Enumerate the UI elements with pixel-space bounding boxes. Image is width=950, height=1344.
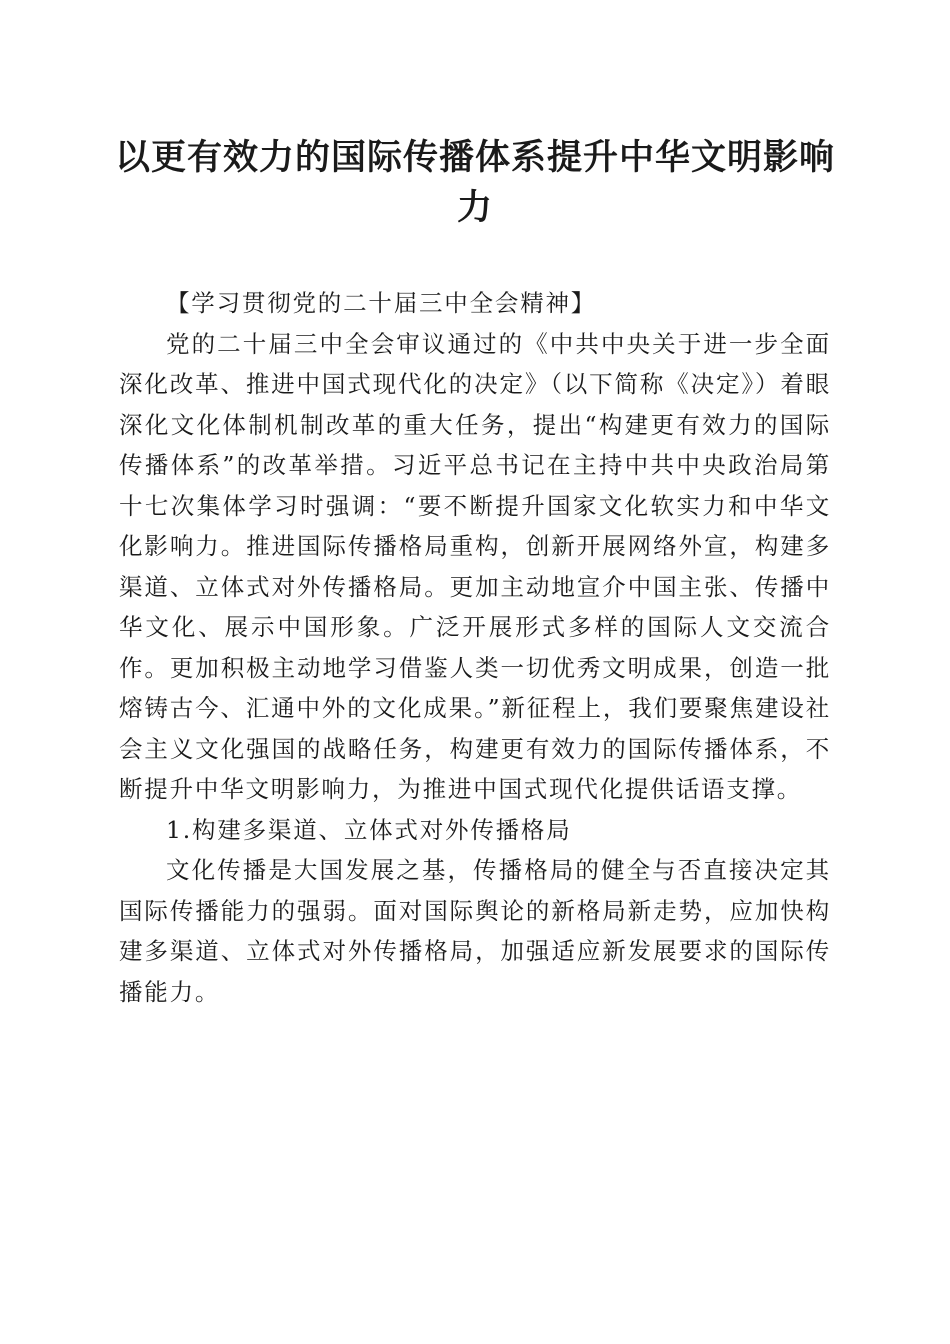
document-body bbox=[119, 283, 831, 1012]
section-heading: 1.构建多渠道、立体式对外传播格局 bbox=[166, 815, 572, 844]
body-paragraph: 文化传播是大国发展之基，传播格局的健全与否直接决定其国际传播能力的强弱。面对国际舆论的新格局新走势，应加快构建多渠道、立体式对外传播格局，加强适应新发展要求的国际传播能力。 bbox=[119, 856, 831, 1006]
document-title: 以更有效力的国际传播体系提升中华文明影响力 bbox=[114, 137, 835, 228]
section-tag: 【学习贯彻党的二十届三中全会精神】 bbox=[166, 289, 597, 317]
body-paragraph: 党的二十届三中全会审议通过的《中共中央关于进一步全面深化改革、推进中国式现代化的决定》（以下简称《决定》）着眼深化文化体制机制改革的重大任务，提出“构建更有效力的国际传播体系”的改革举措。习近平总书记在主持中共中央政治局第十七次集体学习时强调：“要不断提升国家文化软实力和中华文化影响力。推进国际传播格局重构，创新开展网络外宣，构建多渠道、立体式对外传播格局。更加主动地宣介中国主张、传播中华文化、展示中国形象。广泛开展形式多样的国际人文交流合作。更加积极主动地学习借鉴人类一切优秀文明成果，创造一批熔铸古今、汇通中外的文化成果。”新征程上，我们要聚焦建设社会主义文化强国的战略任务，构建更有效力的国际传播体系，不断提升中华文明影响力，为推进中国式现代化提供话语支撑。 bbox=[119, 329, 831, 803]
